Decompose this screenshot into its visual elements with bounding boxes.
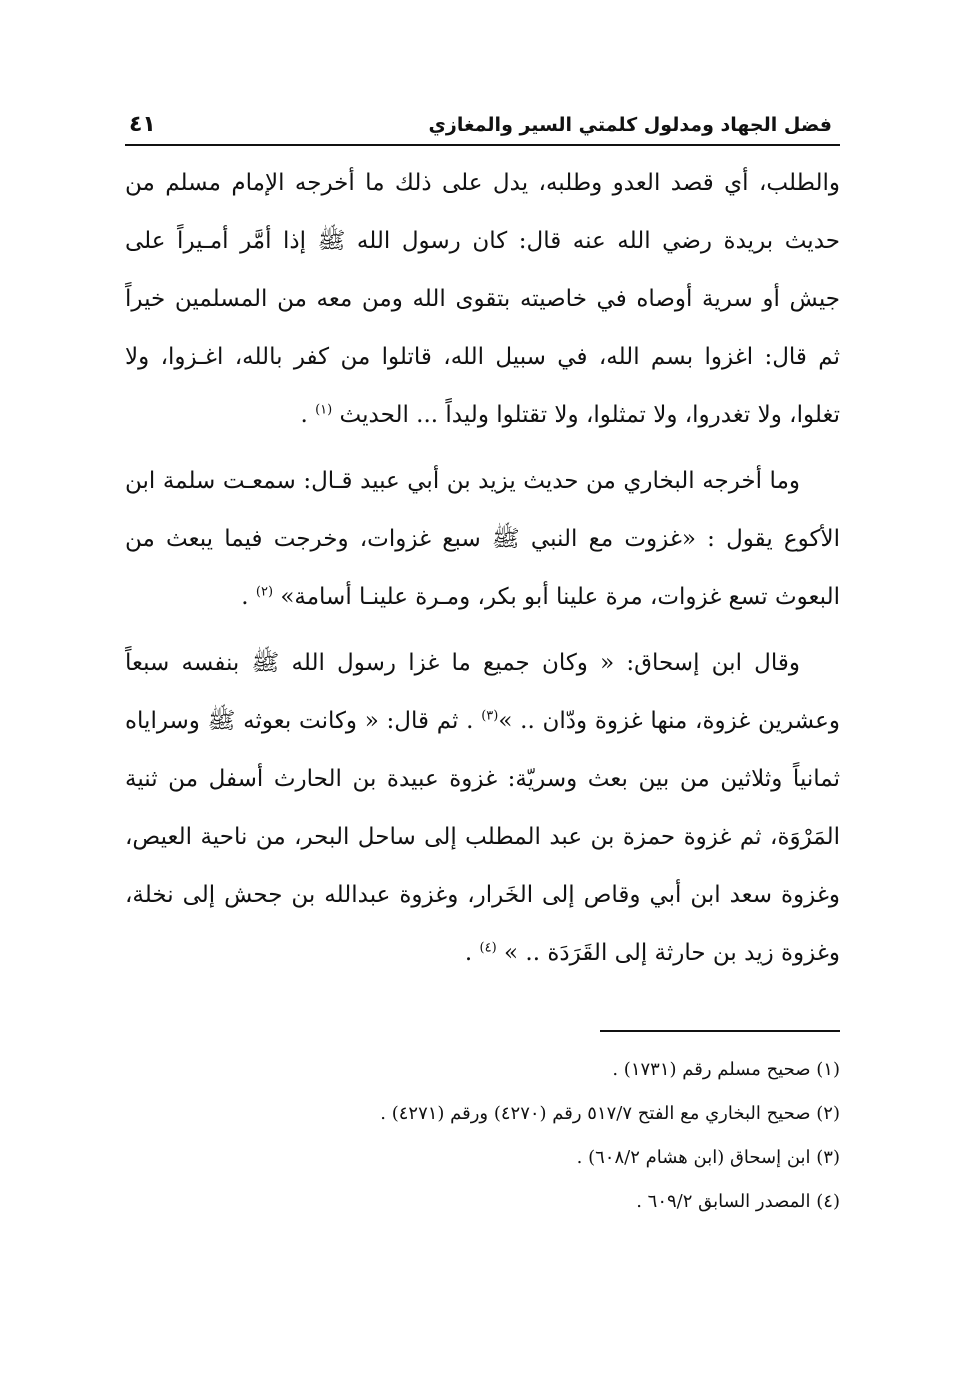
running-title: فضل الجهاد ومدلول كلمتي السير والمغازي <box>428 114 832 136</box>
footnote-ref-4: (٤) <box>479 940 497 956</box>
footnotes <box>125 1048 840 1224</box>
footnote-1: (١) صحيح مسلم رقم (١٧٣١) . <box>612 1059 840 1080</box>
footnote-ref-2: (٢) <box>255 584 274 600</box>
paragraph-3 <box>125 634 840 982</box>
paragraph-3-middle: . ثم قال: « وكانت بعوثه ﷺ وسراياه ثمانياً وثلاثين من بين بعث وسريّة: غزوة عبيدة بن الحارث أسفل من ثنية المَرْوَة، ثم غزوة حمزة بن عبد المطلب إلى ساحل البحر، من ناحية العيص، وغزوة سعد ابن أبي وقاص إلى الخَرار، وغزوة عبدالله بن جحش إلى نخلة، وغزوة زيد بن حارثة إلى القَرَدَة .. » <box>125 708 840 966</box>
paragraph-2 <box>125 452 840 626</box>
body-text <box>125 154 840 982</box>
page-number: ٤١ <box>129 112 156 137</box>
page-header <box>125 110 840 146</box>
footnote-ref-1: (١) <box>315 402 333 418</box>
paragraph-3-end: . <box>464 940 480 966</box>
paragraph-3-text: وقال ابن إسحاق: « وكان جميع ما غزا رسول الله ﷺ بنفسه سبعاً وعشرين غزوة، منها غزوة ودّان .. » <box>125 650 840 734</box>
footnote-ref-3: (٣) <box>481 708 499 724</box>
footnote-separator <box>600 1030 840 1032</box>
footnote-4: (٤) المصدر السابق ٦٠٩/٢ . <box>636 1191 840 1212</box>
paragraph-1 <box>125 154 840 444</box>
footnote-3: (٣) ابن إسحاق (ابن هشام ٦٠٨/٢) . <box>576 1147 840 1168</box>
document-page <box>125 110 840 1224</box>
paragraph-1-end: . <box>300 402 316 428</box>
footnote-2: (٢) صحيح البخاري مع الفتح ٥١٧/٧ رقم (٤٢٧٠) ورقم (٤٢٧١) . <box>380 1103 840 1124</box>
paragraph-1-text: والطلب، أي قصد العدو وطلبه، يدل على ذلك ما أخرجه الإمام مسلم من حديث بريدة رضي الله عنه قال: كان رسول الله ﷺ إذا أمَّر أمـيراً على جيش أو سرية أوصاه في خاصيته بتقوى الله ومن معه من المسلمين خيراً ثم قال: اغزوا بسم الله، في سبيل الله، قاتلوا من كفر بالله، اغـزوا، ولا تغلوا، ولا تغدروا، ولا تمثلوا، ولا تقتلوا وليداً ... الحديث <box>125 170 840 428</box>
paragraph-2-text: وما أخرجه البخاري من حديث يزيد بن أبي عبيد قـال: سمعـت سلمة ابن الأكوع يقول : «غزوت مع النبي ﷺ سبع غزوات، وخرجت فيما يبعث من البعوث تسع غزوات، مرة علينا أبو بكر، ومـرة علينـا أسامة» <box>125 468 840 610</box>
paragraph-2-end: . <box>241 584 256 610</box>
